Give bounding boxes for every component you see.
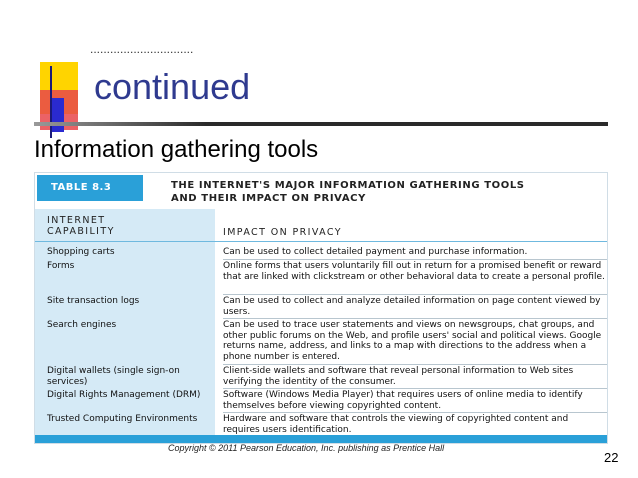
column-header-capability-line2: CAPABILITY: [47, 226, 115, 237]
table-caption-line1: THE INTERNET'S MAJOR INFORMATION GATHERING TOOLS: [171, 180, 525, 191]
row-separator: [223, 388, 607, 389]
capability-cell: Site transaction logs: [47, 296, 140, 306]
impact-cell: Can be used to trace user statements and views on newsgroups, chat groups, and other public forums on the Web, and profile users' social and political views. Google returns name, address, and links to a map with directions to the address when a phone number is entered.: [223, 320, 602, 362]
table-header: [35, 173, 607, 209]
capability-cell: Forms: [47, 261, 75, 271]
column-header-capability-line1: INTERNET: [47, 215, 106, 226]
capability-cell: Shopping carts: [47, 247, 115, 257]
impact-cell: Hardware and software that controls the viewing of copyrighted content and requires users identification.: [223, 414, 569, 435]
row-separator: [223, 364, 607, 365]
impact-cell: Can be used to collect detailed payment and purchase information.: [223, 247, 528, 257]
page-number: 22: [604, 450, 619, 465]
slide-subtitle: Information gathering tools: [34, 136, 319, 163]
impact-cell: Online forms that users voluntarily fill out in return for a promised benefit or reward that are linked with clickstream or other behavioral data to create a personal profile.: [223, 261, 605, 282]
row-separator: [223, 412, 607, 413]
slide-title: continued: [94, 66, 251, 107]
capability-cell: Trusted Computing Environments: [47, 414, 198, 424]
privacy-table: [34, 172, 608, 444]
capability-cell: Search engines: [47, 320, 117, 330]
impact-cell: Client-side wallets and software that reveal personal information to Web sites verifying the identity of the consumer.: [223, 366, 574, 387]
table-number-label: TABLE 8.3: [37, 175, 143, 201]
capability-cell: Digital wallets (single sign-on services): [47, 366, 180, 387]
dotted-line: ...............................: [90, 42, 194, 56]
row-separator: [223, 294, 607, 295]
column-header-impact: IMPACT ON PRIVACY: [223, 227, 342, 238]
table-body: [35, 209, 607, 435]
row-separator: [223, 259, 607, 260]
impact-cell: Can be used to collect and analyze detailed information on page content viewed by users.: [223, 296, 601, 317]
decorative-vertical-line: [50, 66, 52, 138]
table-caption-line2: AND THEIR IMPACT ON PRIVACY: [171, 193, 366, 204]
row-separator: [223, 318, 607, 319]
impact-cell: Software (Windows Media Player) that requires users of online media to identify themselves before viewing copyrighted content.: [223, 390, 583, 411]
capability-cell: Digital Rights Management (DRM): [47, 390, 201, 400]
decorative-blue-bar: [52, 98, 64, 132]
header-rule: [35, 241, 607, 242]
title-underline: [34, 122, 608, 126]
copyright-notice: Copyright © 2011 Pearson Education, Inc. publishing as Prentice Hall: [168, 443, 445, 453]
table-footer-bar: [35, 435, 607, 443]
column-header-capability: [47, 215, 207, 237]
table-caption: [171, 179, 601, 205]
